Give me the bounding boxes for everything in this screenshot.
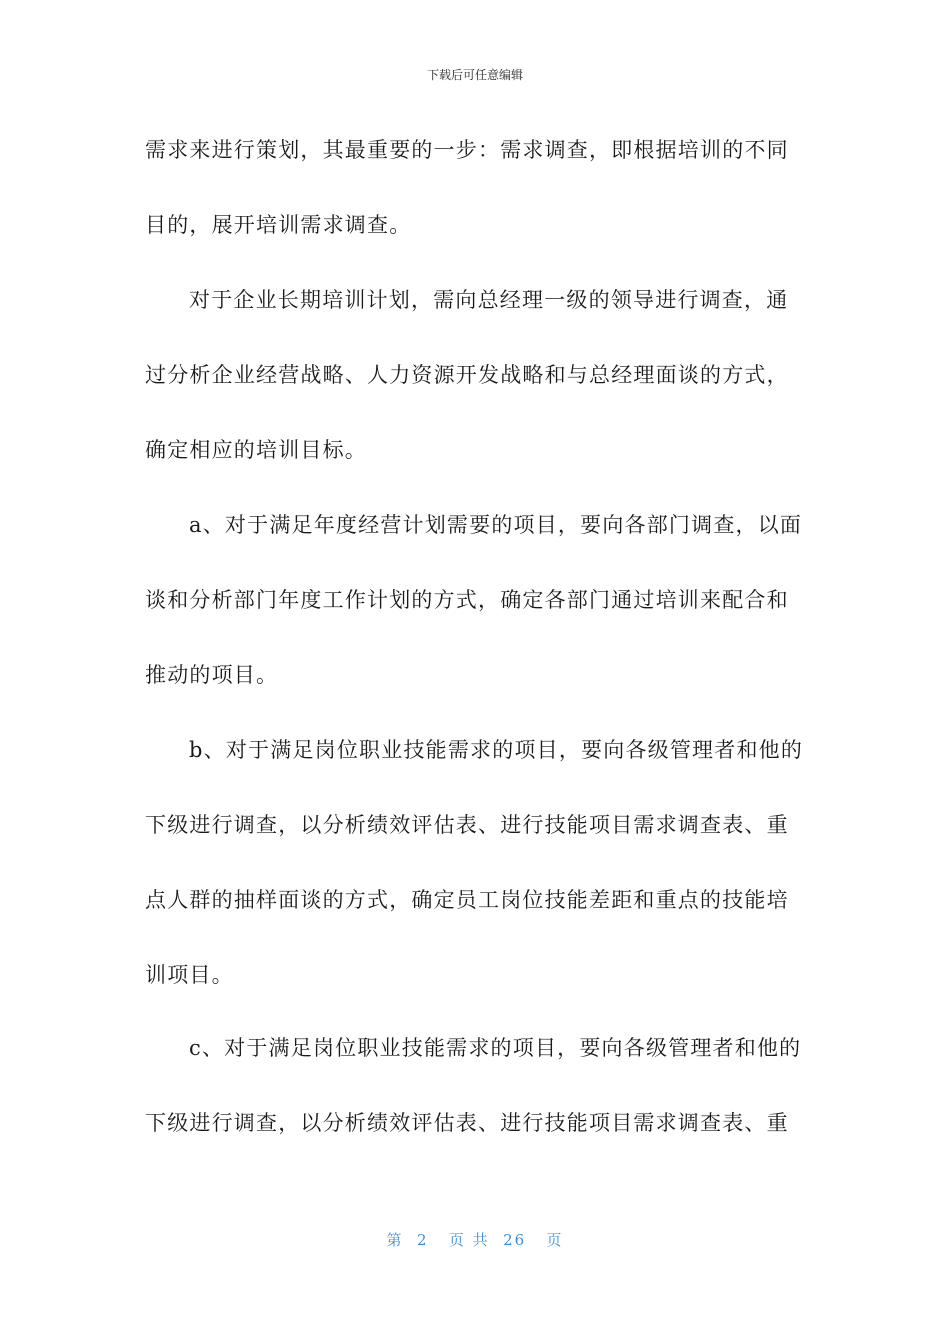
text-line: c、对于满足岗位职业技能需求的项目，要向各级管理者和他的 — [189, 1036, 802, 1060]
text-line: 训项目。 — [145, 963, 234, 987]
text-line: 目的，展开培训需求调查。 — [145, 213, 412, 237]
page-footer: 第 2 页 共 26 页 — [386, 1231, 564, 1249]
text-line: 确定相应的培训目标。 — [145, 438, 367, 462]
text-line: a、对于满足年度经营计划需要的项目，要向各部门调查，以面 — [189, 513, 803, 537]
text-line: 下级进行调查，以分析绩效评估表、进行技能项目需求调查表、重 — [145, 1111, 789, 1135]
text-line: 推动的项目。 — [145, 663, 279, 687]
text-line: 对于企业长期培训计划，需向总经理一级的领导进行调查，通 — [189, 288, 789, 312]
text-line: b、对于满足岗位职业技能需求的项目，要向各级管理者和他的 — [189, 738, 804, 762]
page-header: 下载后可任意编辑 — [426, 68, 523, 82]
text-line: 下级进行调查，以分析绩效评估表、进行技能项目需求调查表、重 — [145, 813, 789, 837]
text-line: 谈和分析部门年度工作计划的方式，确定各部门通过培训来配合和 — [145, 588, 789, 612]
text-line: 需求来进行策划，其最重要的一步：需求调查，即根据培训的不同 — [145, 138, 789, 162]
text-line: 过分析企业经营战略、人力资源开发战略和与总经理面谈的方式， — [145, 363, 789, 387]
text-line: 点人群的抽样面谈的方式，确定员工岗位技能差距和重点的技能培 — [145, 888, 789, 912]
